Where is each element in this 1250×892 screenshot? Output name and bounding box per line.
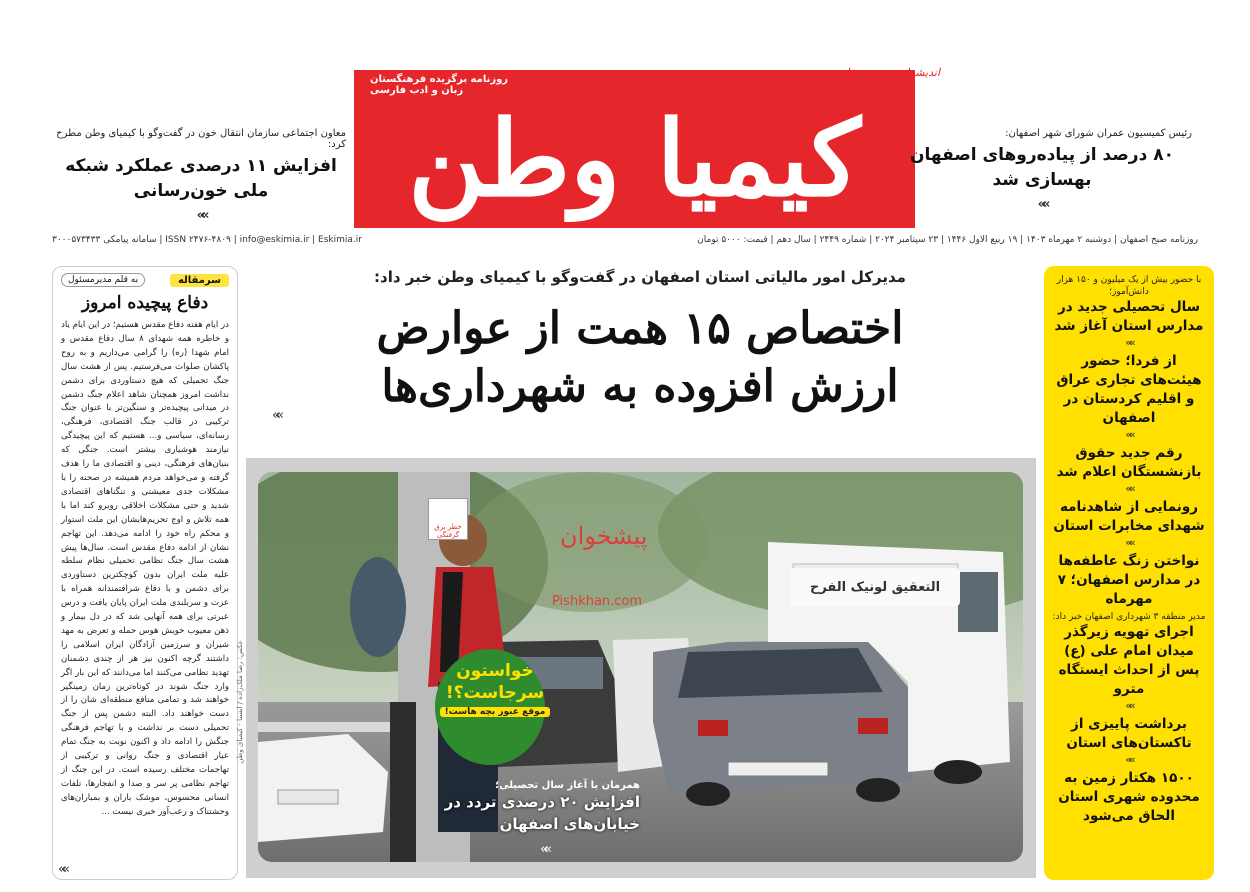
news-title: اجرای تهویه زیرگذر میدان امام علی (ع) پس از احداث ایستگاه مترو	[1058, 624, 1200, 697]
editorial-column	[52, 266, 238, 880]
editorial-body: در ایام هفته دفاع مقدس هستیم؛ در این ایام یاد و خاطره همه شهدای ۸ سال دفاع مقدس و امام شهدا (ره) را گرامی می‌داریم و به روح پاکشان صلوات می‌فرستیم. پس از هشت سال جنگ تحمیلی که هیچ دستاوردی برای دشمن نداشت امروز همچنان شاهد اعلام جنگ دشمن در میدانی پیچیده‌تر و سنگین‌تر با عنوان جنگ ترکیبی در قالب جنگ اقتصادی، فرهنگی، رسانه‌ای، سیاسی و... هستیم که این پیچیدگی نیازمند هوشیاری بیشتر است. جنگی که بنیان‌های فرهنگی، دینی و اقتصادی ما را هدف گرفته و می‌خواهد مردم همیشه در صحنه را با مشکلات جدی معیشتی و تنگناهای اقتصادی شدید و حتی مشکلات اخلاقی روبرو کند اما با همه تلاش و اوج تحریم‌هایشان این ملت استوار و محکم راه خود را ادامه می‌دهد. این تهاجم نشان از ادامه دفاع مقدس است. سال‌ها پیش هشت سال جنگ نظامی تحمیلی نظام سلطه علیه ملت ایران بدون کوچکترین دستاوردی برای دشمن و با دفاع شرافتمندانه همراه با عزت و سربلندی ملت ایران پایان یافت و درس عبرتی برای همه آنهایی شد که در دل بیمار و ذهن معیوب خویش هوس حمله و تعرض به مهد شیران و سرزمین آزادگان ایران اسلامی را داشتند گرچه اکنون نیز هر از چندی دشمنان تهدید نظامی می‌کنند اما می‌دانند که این بار اگر وارد جنگ شوند در کوتاه‌ترین زمان زمینگیر خواهند شد و تمامی منافع منطقه‌ای شان را از دست خواهند داد. البته دشمن پس از جنگ تحمیلی دست بر نداشت و با تهاجم فرهنگی جنگش را ادامه داد و اکنون نوبت به جنگ تمام عیار اقتصادی و جنگ روانی و ترکیبی از تهاجمات مختلف رسیده است. در این جنگ از تهاجم نظامی پر سر و صدا و انفجارها، تلفات انسانی محسوس، موشک باران و بمباران‌های وحشتناک و رعب‌آور خبری نیست ...	[61, 320, 229, 817]
more-arrow-icon[interactable]: »»	[272, 408, 280, 423]
masthead-slogan: اندیشه‌ای وسعت وطن	[837, 66, 940, 79]
news-title: از فردا؛ حضور هیئت‌های تجاری عراق و اقلیم کردستان در اصفهان	[1056, 353, 1202, 426]
news-item[interactable]	[1050, 498, 1208, 550]
teaser-left[interactable]	[56, 128, 346, 223]
news-kicker: با حضور بیش از یک میلیون و ۱۵۰ هزار دانش‌آموز؛	[1056, 275, 1202, 297]
cutout-sign-subtext: موقع عبور بچه هاست!	[440, 707, 550, 717]
editorial-title: دفاع پیچیده امروز	[81, 293, 209, 313]
caption-kicker: همزمان با آغاز سال تحصیلی؛	[495, 780, 640, 791]
news-title: رقم جدید حقوق بازنشستگان اعلام شد	[1056, 445, 1202, 480]
more-arrow-icon: »»	[1125, 536, 1133, 549]
pole-warning-sign: خطر برق گرفتگی	[428, 498, 468, 540]
news-title: ۱۵۰۰ هکتار زمین به محدوده شهری استان الحاق می‌شود	[1058, 770, 1200, 824]
more-arrow-icon[interactable]: »»	[58, 862, 66, 877]
headline-line-1: اختصاص ۱۵ همت از عوارض	[376, 303, 904, 354]
photo-caption[interactable]	[440, 780, 640, 835]
more-arrow-icon: »»	[1125, 753, 1133, 766]
more-arrow-icon: »»	[1125, 482, 1133, 495]
news-title: رونمایی از شاهدنامه شهدای مخابرات استان	[1053, 499, 1205, 534]
contact-details: ISSN ۲۴۷۶-۴۸۰۹ | info@eskimia.ir | Eskimia.ir | سامانه پیامکی ۳۰۰۰۵۷۳۴۳۳	[52, 235, 362, 245]
issue-info-bar	[52, 233, 1198, 247]
news-item[interactable]	[1050, 769, 1208, 826]
news-item[interactable]	[1050, 715, 1208, 767]
headline-kicker: مدیرکل امور مالیاتی استان اصفهان در گفت‌وگو با کیمیای وطن خبر داد:	[374, 268, 906, 286]
watermark-en: Pishkhan.com	[552, 594, 643, 609]
masthead-tagline: روزنامه برگزیده فرهنگستان زبان و ادب فارسی	[370, 74, 509, 96]
teaser-title: ۸۰ درصد از پیاده‌روهای اصفهان بهسازی شد	[910, 145, 1174, 190]
news-title: سال تحصیلی جدید در مدارس استان آغاز شد	[1054, 299, 1204, 334]
teaser-kicker: معاون اجتماعی سازمان انتقال خون در گفت‌وگو با کیمیای وطن مطرح کرد:	[56, 128, 346, 150]
news-title: نواختن زنگ عاطفه‌ها در مدارس اصفهان؛ ۷ مهرماه	[1057, 553, 1201, 607]
cutout-sign	[440, 660, 550, 717]
issue-details: روزنامه صبح اصفهان | دوشنبه ۲ مهرماه ۱۴۰۳ | ۱۹ ربیع الاول ۱۴۴۶ | ۲۳ سپتامبر ۲۰۲۴ | شماره ۲۴۴۹ | سال دهم | قیمت: ۵۰۰۰ تومان	[697, 235, 1198, 245]
teaser-kicker: رئیس کمیسیون عمران شورای شهر اصفهان:	[1005, 128, 1192, 139]
more-arrow-icon: »»	[1125, 428, 1133, 441]
teaser-title: افزایش ۱۱ درصدی عملکرد شبکه ملی خون‌رسانی	[65, 156, 337, 201]
cutout-sign-text: خواستون سرجاست؟!	[445, 661, 545, 703]
teaser-right[interactable]	[892, 128, 1192, 212]
caption-title: افزایش ۲۰ درصدی تردد در خیابان‌های اصفهان	[444, 793, 640, 833]
photo-credit: عکس: رضا ملک‌زاده / ایسنا - کیمیای وطن	[236, 640, 244, 764]
editorial-author: به قلم مدیرمسئول	[61, 273, 145, 287]
masthead-logo: کیمیا وطن	[408, 97, 861, 220]
more-arrow-icon: »»	[1037, 197, 1047, 212]
news-column	[1044, 266, 1214, 880]
news-item[interactable]	[1050, 444, 1208, 496]
more-arrow-icon[interactable]: »»	[540, 842, 548, 857]
news-item[interactable]	[1050, 611, 1208, 713]
news-item[interactable]	[1050, 552, 1208, 609]
main-headline[interactable]	[270, 300, 1010, 416]
watermark-fa: پیشخوان	[560, 522, 648, 550]
more-arrow-icon: »»	[1125, 699, 1133, 712]
more-arrow-icon: »»	[196, 208, 206, 223]
news-title: برداشت پاییزی از تاکستان‌های استان	[1066, 716, 1192, 751]
news-item[interactable]	[1050, 352, 1208, 442]
more-arrow-icon: »»	[1125, 336, 1133, 349]
news-item[interactable]	[1050, 274, 1208, 350]
news-kicker: مدیر منطقه ۳ شهرداری اصفهان خبر داد:	[1052, 612, 1206, 622]
editorial-label: سرمقاله	[170, 274, 229, 287]
headline-line-2: ارزش افزوده به شهرداری‌ها	[381, 361, 899, 412]
bus-destination-sign: التعقیق لونیک الفرح	[790, 568, 960, 606]
